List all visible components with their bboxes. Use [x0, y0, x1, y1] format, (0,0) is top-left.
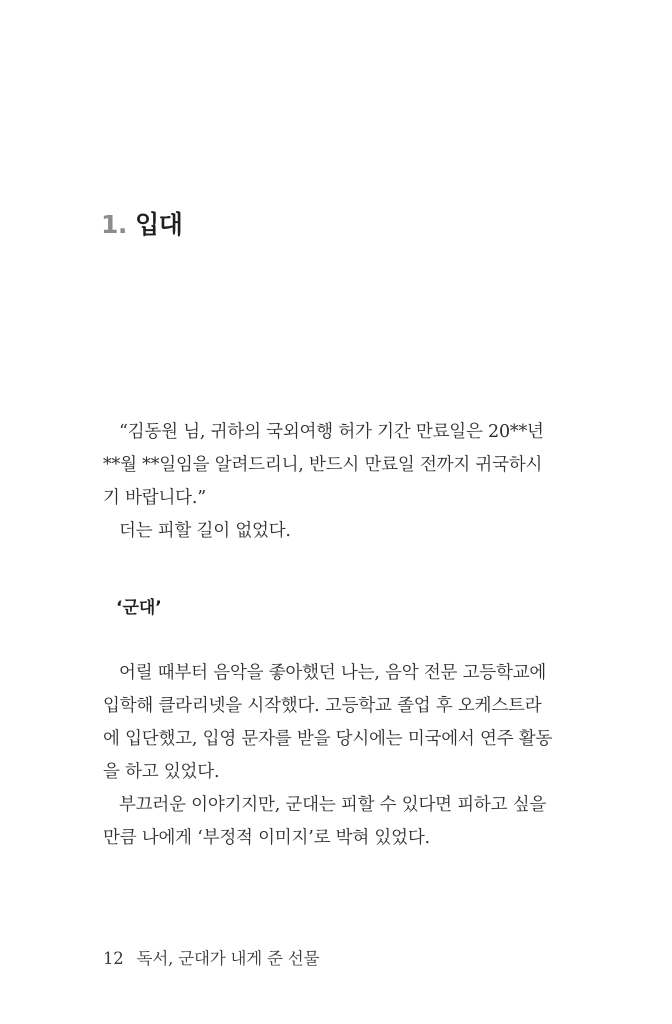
body-paragraph: 부끄러운 이야기지만, 군대는 피할 수 있다면 피하고 싶을 만큼 나에게 ‘부정적 이미지’로 박혀 있었다. [103, 795, 547, 848]
page-number: 12 [103, 949, 124, 968]
section-heading: ‘군대’ [116, 598, 162, 618]
body-paragraph: 더는 피할 길이 없었다. [119, 521, 291, 541]
chapter-title [101, 205, 182, 241]
quote-paragraph: “김동원 님, 귀하의 국외여행 허가 기간 만료일은 20**년 **월 **일임을 알려드리니, 반드시 만료일 전까지 귀국하시기 바랍니다.” [103, 422, 544, 508]
page-footer [103, 945, 319, 969]
chapter-title-text: 입대 [135, 210, 183, 239]
story-block [103, 657, 555, 855]
chapter-number: 1. [101, 210, 127, 239]
quote-block [103, 416, 555, 548]
running-title: 독서, 군대가 내게 준 선물 [136, 949, 320, 968]
body-paragraph: 어릴 때부터 음악을 좋아했던 나는, 음악 전문 고등학교에 입학해 클라리넷을 시작했다. 고등학교 졸업 후 오케스트라에 입단했고, 입영 문자를 받을 당시에는 미국에서 연주 활동을 하고 있었다. [103, 663, 553, 782]
